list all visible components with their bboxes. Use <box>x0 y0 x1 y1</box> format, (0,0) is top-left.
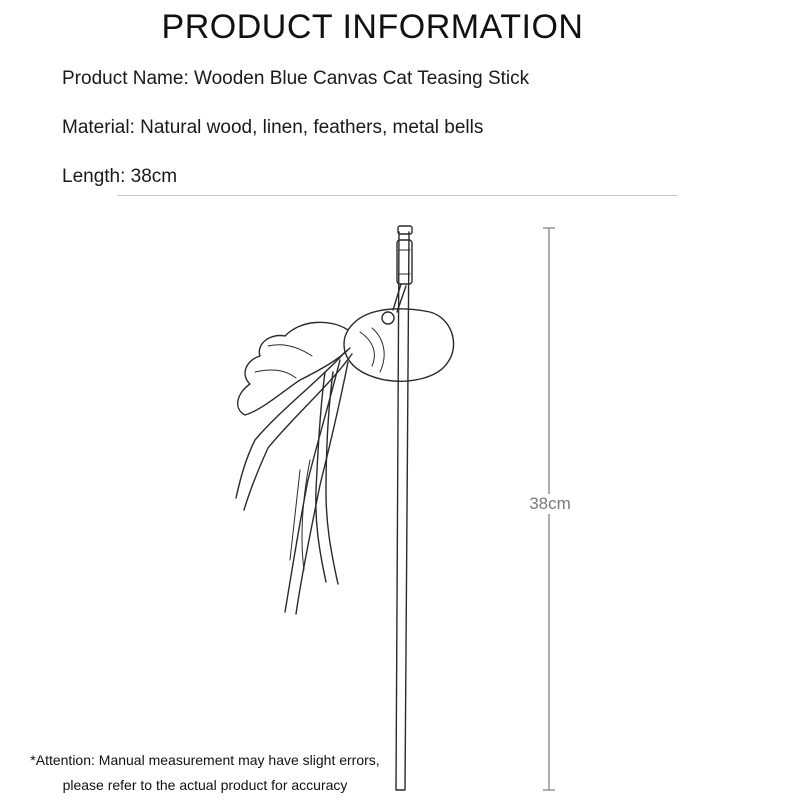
product-name-text: Product Name: Wooden Blue Canvas Cat Teasing Stick <box>62 68 530 89</box>
attention-note-line-1: *Attention: Manual measurement may have slight errors, <box>30 752 380 768</box>
stick-illustration <box>236 226 454 790</box>
measurement-label: 38cm <box>520 494 580 514</box>
attention-note-line-2: please refer to the actual product for accuracy <box>62 777 348 793</box>
material-text: Material: Natural wood, linen, feathers, metal bells <box>62 117 484 138</box>
length-text: Length: 38cm <box>62 166 178 187</box>
page-title: PRODUCT INFORMATION <box>161 8 584 46</box>
